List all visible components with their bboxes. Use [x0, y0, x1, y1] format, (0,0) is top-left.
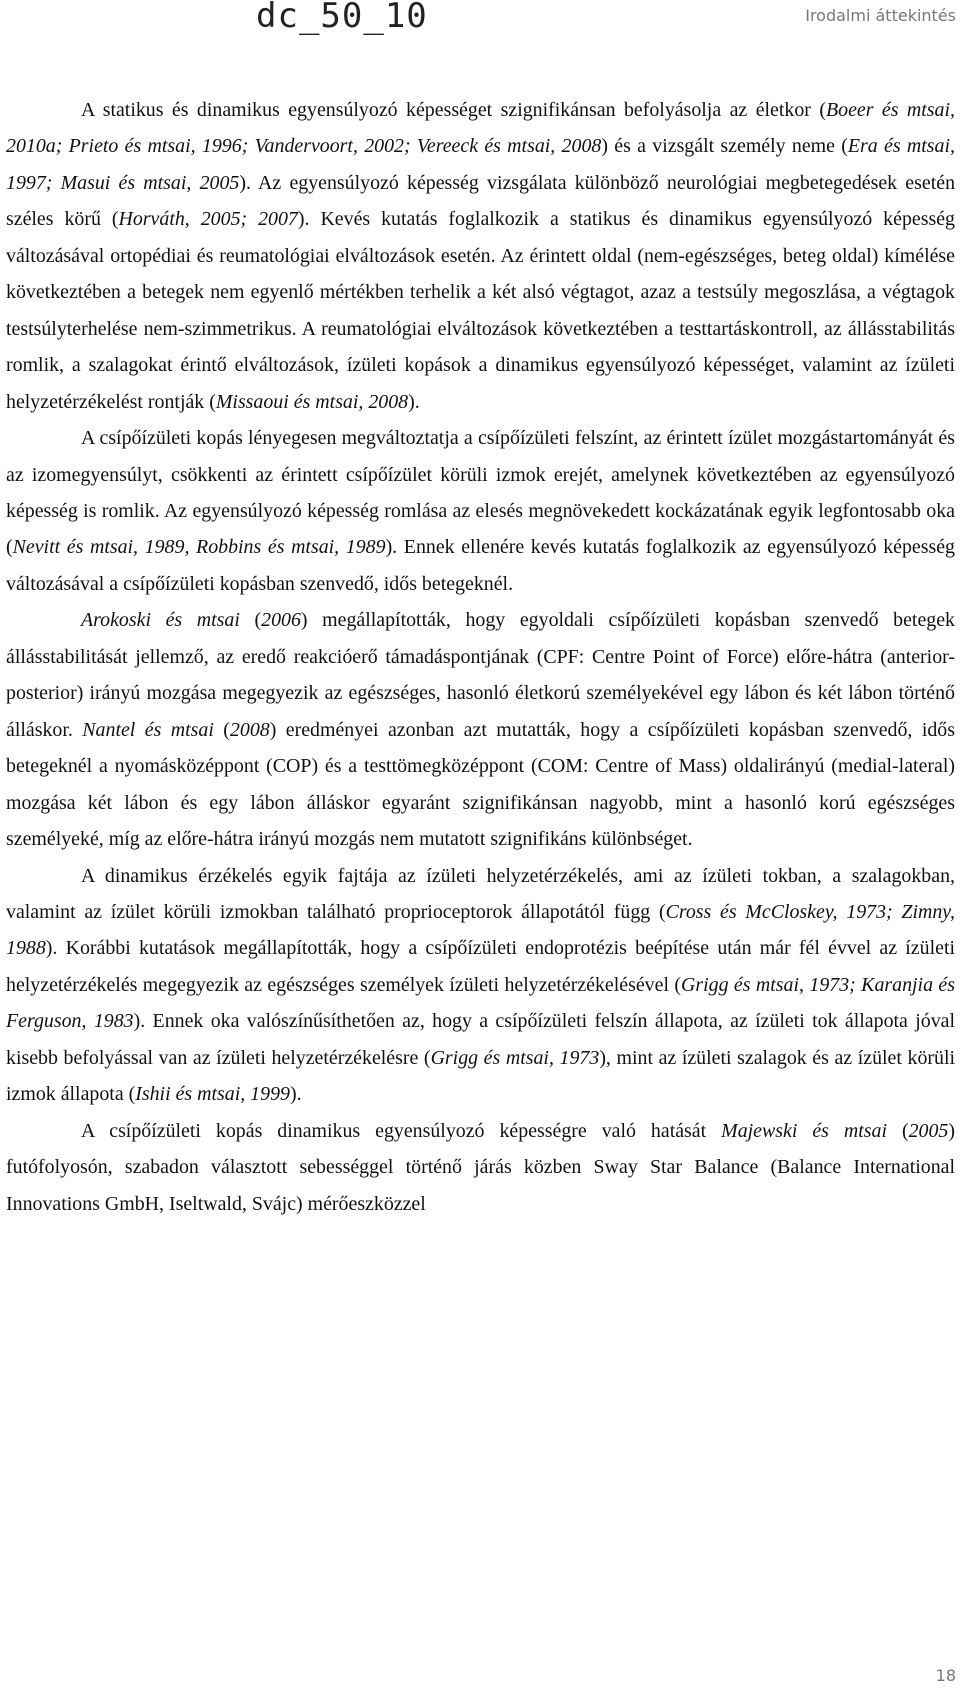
body-text: (: [239, 609, 262, 632]
citation-text: Era és mtsai, 1997; Masui és mtsai, 2005: [6, 135, 955, 194]
body-text: (: [886, 1119, 909, 1142]
body-text: ) futófolyosón, szabadon választott sebességgel történő járás közben Sway Star Balance (Balance International Innovations GmbH, Iseltwald, Svájc) mérőeszközzel: [6, 1119, 955, 1215]
citation-text: Nevitt és mtsai, 1989, Robbins és mtsai, 1989: [12, 536, 386, 559]
citation-text: Nantel és mtsai: [82, 718, 214, 741]
body-text: ).: [408, 390, 420, 413]
citation-text: Missaoui és mtsai, 2008: [215, 390, 409, 413]
citation-text: Arokoski és mtsai: [81, 609, 240, 632]
body-text: (: [213, 718, 230, 741]
body-text: A statikus és dinamikus egyensúlyozó képességet szignifikánsan befolyásolja az életkor (: [81, 99, 826, 121]
citation-text: 2006: [261, 609, 301, 632]
page-number: 18: [935, 1666, 956, 1685]
citation-text: Majewski és mtsai: [721, 1119, 887, 1142]
citation-text: 2008: [229, 718, 270, 741]
body-text: ) és a vizsgált személy neme (: [601, 135, 848, 158]
paragraph: [6, 602, 955, 857]
citation-text: Grigg és mtsai, 1973: [430, 1046, 600, 1069]
citation-text: Cross és McCloskey, 1973; Zimny, 1988: [6, 900, 955, 960]
paragraph: [6, 1113, 955, 1222]
body-text: ) megállapították, hogy egyoldali csípőízületi kopásban szenvedő betegek állásstabilitását jellemző, az eredő reakcióerő támadáspontjának (CPF: Centre Point of Force) előre-hátra (anterior-posterior) irányú mozgása megegyezik az egészséges, hasonló életkorú személyekével egy lábon és két lábon történő álláskor.: [6, 609, 955, 741]
section-title: Irodalmi áttekintés: [805, 6, 956, 25]
body-text: A csípőízületi kopás lényegesen megváltoztatja a csípőízületi felszínt, az érintett ízület mozgástartományát és az izomegyensúlyt, csökkenti az érintett csípőízület körüli izmok erejét, amelynek következtében az egyensúlyozó képesség is romlik. Az egyensúlyozó képesség romlása az elesés megnövekedett kockázatának egyik legfontosabb oka (: [6, 427, 955, 559]
body-text: ). Az egyensúlyozó képesség vizsgálata különböző neurológiai megbetegedések esetén széles körű (: [6, 171, 956, 231]
citation-text: 2005: [908, 1119, 949, 1142]
body-text: A dinamikus érzékelés egyik fajtája az ízületi helyzetérzékelés, ami az ízületi tokban, a szalagokban, valamint az ízület körüli izmokban található proprioceptorok állapotától függ (: [6, 864, 955, 923]
body-text: A csípőízületi kopás dinamikus egyensúlyozó képességre való hatását: [81, 1119, 722, 1142]
citation-text: Boeer és mtsai, 2010a; Prieto és mtsai, 1996; Vandervoort, 2002; Vereeck és mtsai, 2008: [6, 99, 955, 158]
body-text: ). Kevés kutatás foglalkozik a statikus és dinamikus egyensúlyozó képesség változásával ortopédiai és reumatológiai elváltozások esetén. Az érintett oldal (nem-egészséges, beteg oldal) kímélése következtében a betegek nem egyenlő mértékben terhelik a két alsó végtagot, azaz a testsúly megoszlása, a végtagok testsúlyterhelése nem-szimmetrikus. A reumatológiai elváltozások következtében a testtartáskontroll, az állásstabilitás romlik, a szalagokat érintő elváltozások, ízületi kopások a dinamikus egyensúlyozó képességet, valamint az ízületi helyzetérzékelést rontják (: [6, 208, 955, 413]
citation-text: Grigg és mtsai, 1973; Karanjia és Ferguson, 1983: [6, 973, 955, 1033]
document-id: dc_50_10: [256, 0, 428, 36]
paragraph: [6, 92, 955, 420]
body-text: ). Ennek oka valószínűsíthetően az, hogy a csípőízületi felszín állapota, az ízületi tok állapota jóval kisebb befolyással van az ízületi helyzetérzékelésre (: [6, 1010, 955, 1069]
document-body: [6, 92, 955, 1222]
body-text: ).: [289, 1083, 302, 1106]
paragraph: [6, 858, 955, 1113]
citation-text: Horváth, 2005; 2007: [118, 208, 298, 231]
citation-text: Ishii és mtsai, 1999: [135, 1083, 290, 1106]
paragraph: [6, 420, 955, 602]
body-text: ) eredményei azonban azt mutatták, hogy a csípőízületi kopásban szenvedő, idős betegeknél a nyomásközéppont (COP) és a testtömegközéppont (COM: Centre of Mass) oldalirányú (medial-lateral) mozgása két lábon és egy lábon álláskor egyaránt szignifikánsan nagyobb, mint a hasonló korú egészséges személyeké, míg az előre-hátra irányú mozgás nem mutatott szignifikáns különbséget.: [6, 718, 955, 851]
body-text: ), mint az ízületi szalagok és az ízület körüli izmok állapota (: [6, 1046, 956, 1106]
body-text: ). Ennek ellenére kevés kutatás foglalkozik az egyensúlyozó képesség változásával a csípőízületi kopásban szenvedő, idős betegeknél.: [6, 536, 955, 595]
body-text: ). Korábbi kutatások megállapították, hogy a csípőízületi endoprotézis beépítése után már fél évvel az ízületi helyzetérzékelés megegyezik az egészséges személyek ízületi helyzetérzékelésével (: [6, 937, 955, 996]
